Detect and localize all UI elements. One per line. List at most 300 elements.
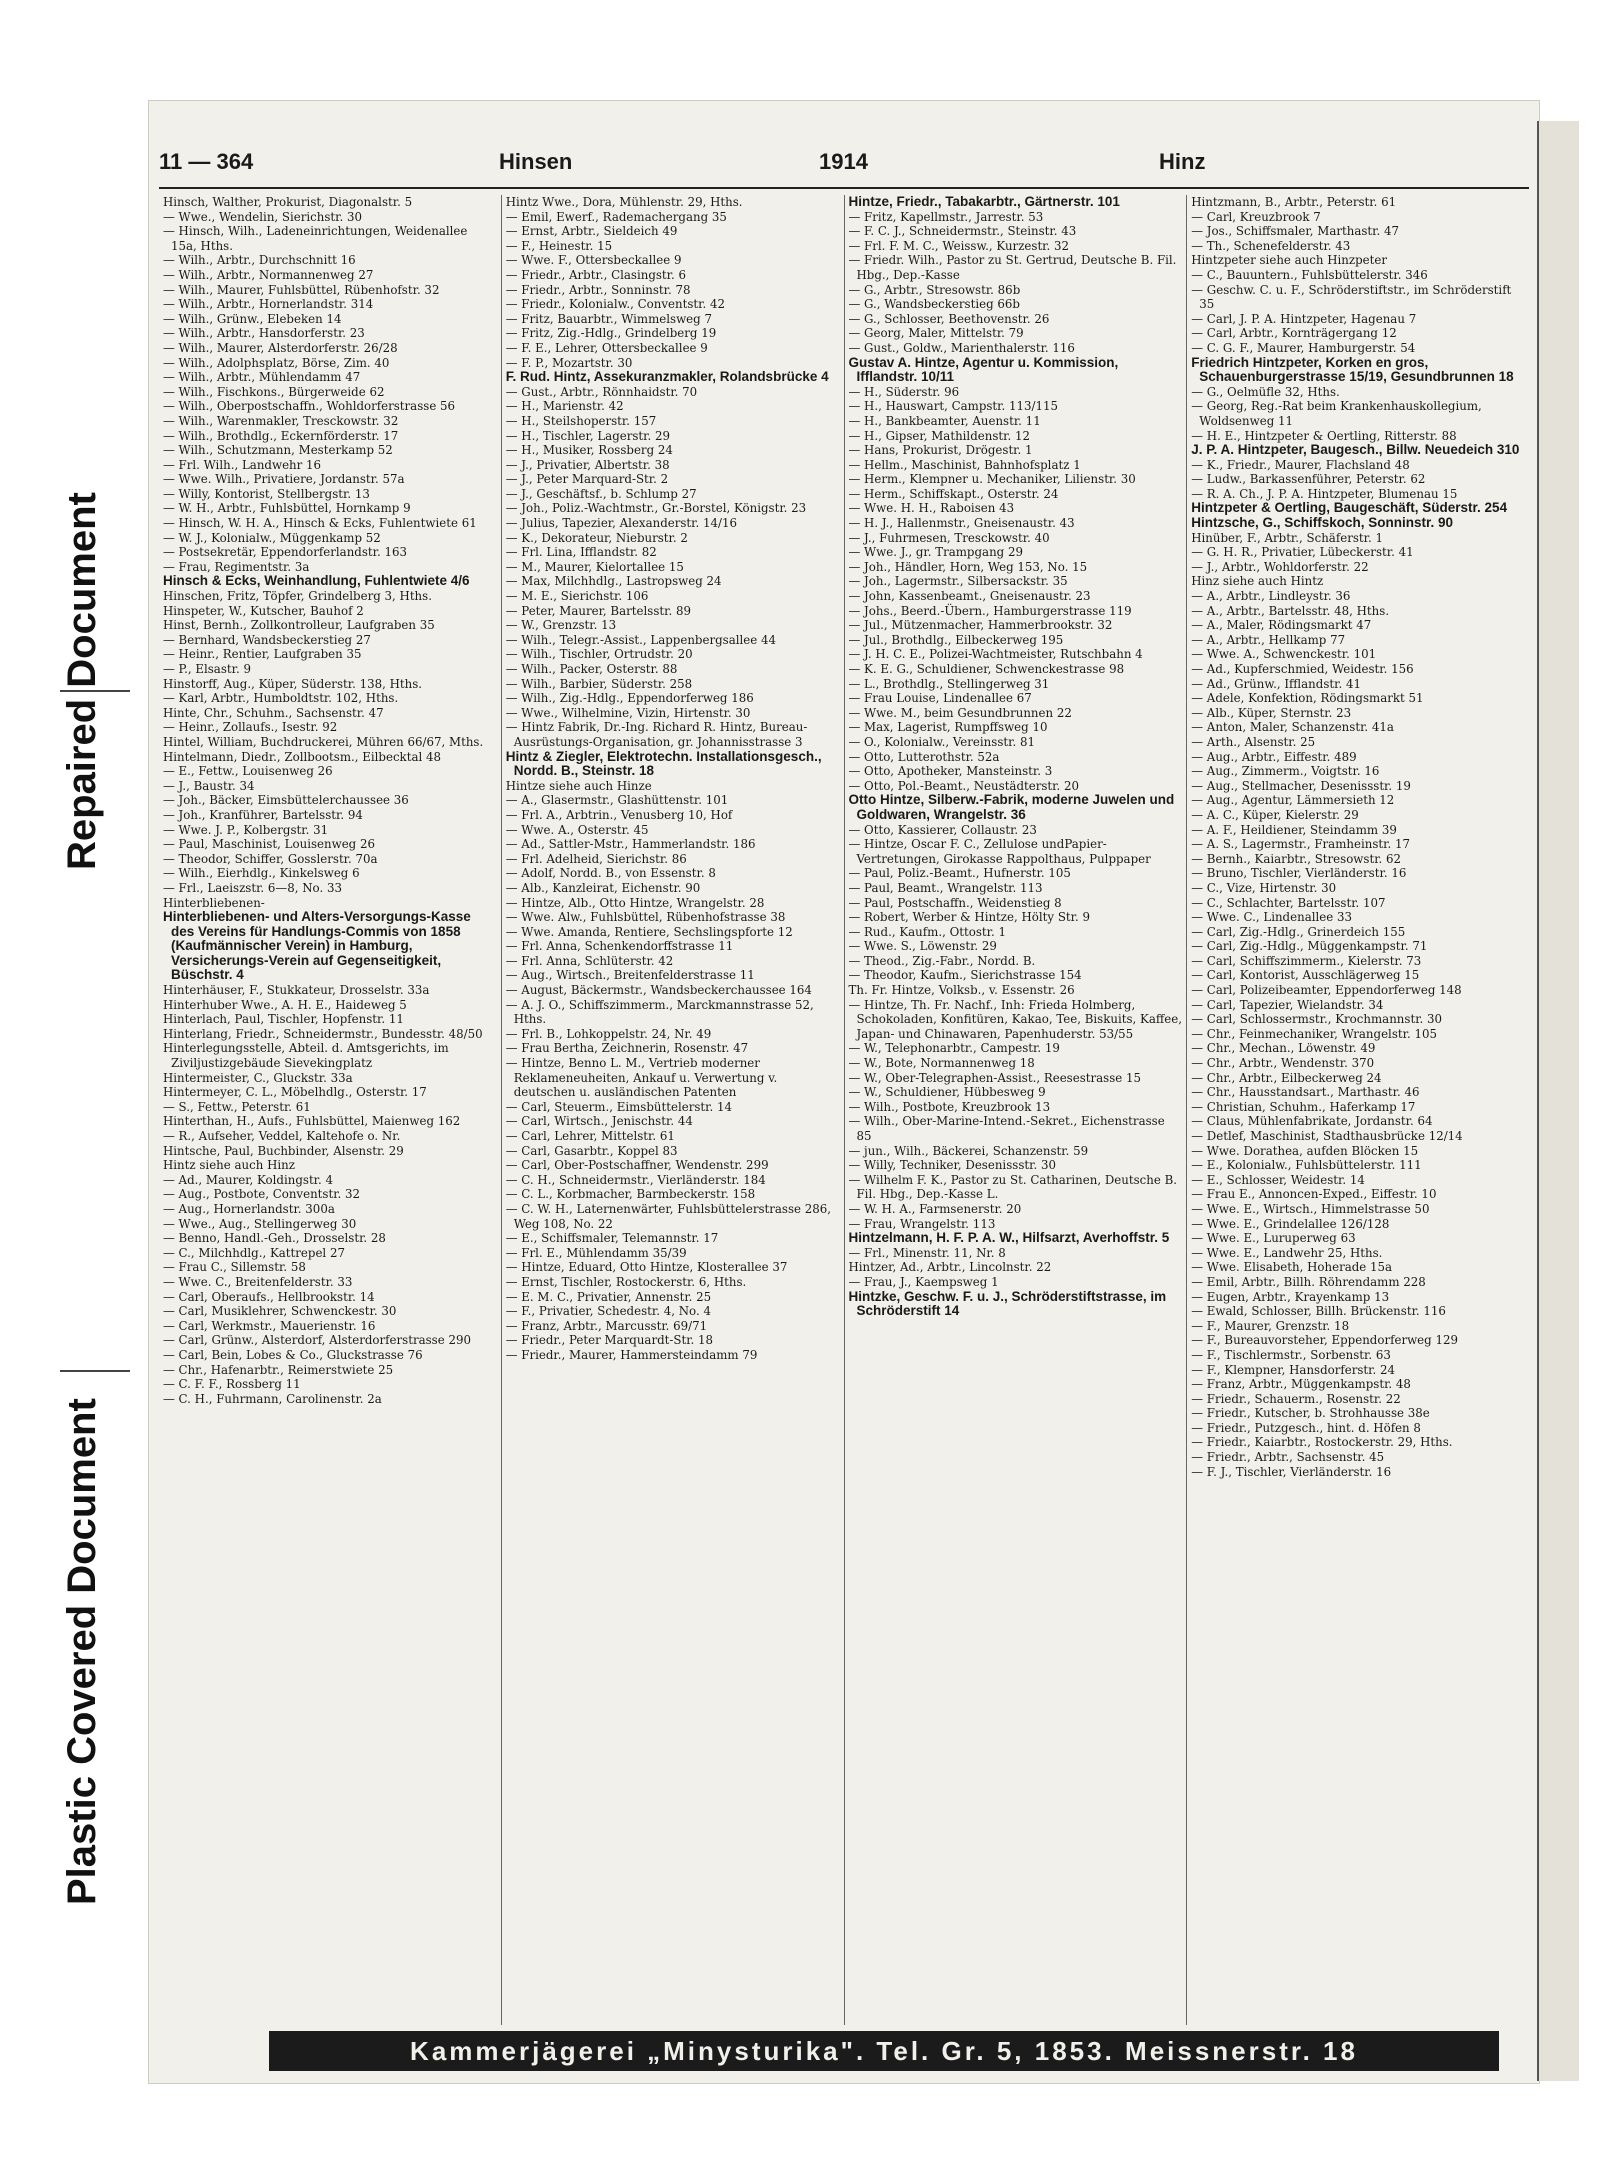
directory-entry: — Gust., Arbtr., Rönnhaidstr. 70 [505, 384, 698, 399]
directory-entry: — Georg, Reg.-Rat beim Krankenhauskollegium, Woldsenweg 11 [1191, 399, 1482, 428]
directory-entry: — Frl. Wilh., Landwehr 16 [163, 457, 322, 472]
directory-entry: — Wilh., Eierhdlg., Kinkelsweg 6 [163, 866, 360, 881]
directory-entry: — Wwe. F., Ottersbeckallee 9 [505, 253, 682, 268]
repaired-document-label: Repaired Document [60, 492, 104, 870]
directory-entry: — Joh., Poliz.-Wachtmstr., Gr.-Borstel, Königstr. 23 [505, 501, 807, 516]
directory-entry: — A. F., Heildiener, Steindamm 39 [1191, 822, 1397, 837]
directory-entry: Hinst, Bernh., Zollkontrolleur, Laufgraben 35 [163, 618, 435, 633]
directory-entry: — Carl, Zig.-Hdlg., Müggenkampstr. 71 [1191, 939, 1428, 954]
directory-column-1 [159, 195, 502, 2025]
directory-entry: — Carl, Musiklehrer, Schwenckestr. 30 [163, 1304, 397, 1319]
directory-entry: Hintelmann, Diedr., Zollbootsm., Eilbecktal 48 [163, 749, 442, 764]
directory-entry: — Otto, Lutterothstr. 52a [848, 749, 1000, 764]
directory-entry: — Carl, Steuerm., Eimsbüttelerstr. 14 [505, 1099, 733, 1114]
directory-entry: — Friedr., Arbtr., Clasingstr. 6 [505, 267, 687, 282]
directory-entry: — Carl, Lehrer, Mittelstr. 61 [505, 1129, 675, 1143]
directory-entry: Hintz Wwe., Dora, Mühlenstr. 29, Hths. [505, 195, 743, 209]
directory-entry: — E., Schlosser, Weidestr. 14 [1191, 1172, 1365, 1187]
directory-entry: — Gust., Goldw., Marienthalerstr. 116 [848, 340, 1075, 355]
directory-entry: Hintze siehe auch Hinze [505, 778, 652, 793]
directory-entry: — Hinsch, Wilh., Ladeneinrichtungen, Weidenallee 15a, Hths. [163, 224, 468, 253]
directory-entry: — Joh., Kranführer, Bartelsstr. 94 [163, 807, 363, 822]
directory-entry: — W. H. A., Farmsenerstr. 20 [848, 1201, 1022, 1216]
directory-entry: — Wwe. C., Lindenallee 33 [1191, 910, 1352, 925]
directory-entry: — G., Oelmüfle 32, Hths. [1191, 384, 1340, 399]
directory-entry: Friedrich Hintzpeter, Korken en gros, Schauenburgerstrasse 15/19, Gesundbrunnen 18 [1191, 354, 1514, 385]
directory-entry: — Friedr., Arbtr., Sonninstr. 78 [505, 282, 691, 297]
directory-entry: — Wilh., Brothdlg., Eckernförderstr. 17 [163, 428, 399, 443]
directory-entry: — Chr., Mechan., Löwenstr. 49 [1191, 1041, 1376, 1056]
directory-entry: — Emil, Ewerf., Rademachergang 35 [505, 209, 727, 224]
directory-entry: — Arth., Alsenstr. 25 [1191, 734, 1316, 749]
directory-entry: — Frl. F. M. C., Weissw., Kurzestr. 32 [848, 238, 1070, 253]
directory-entry: — Theodor, Kaufm., Sierichstrasse 154 [848, 968, 1082, 983]
directory-entry: Hinz siehe auch Hintz [1191, 574, 1324, 589]
directory-entry: — Hintze, Eduard, Otto Hintze, Klosterallee 37 [505, 1260, 788, 1275]
directory-entry: — Wwe., Wilhelmine, Vizin, Hirtenstr. 30 [505, 705, 751, 720]
directory-entry: — Wwe., Wendelin, Sierichstr. 30 [163, 209, 363, 224]
directory-entry: — A., Maler, Rödingsmarkt 47 [1191, 618, 1372, 633]
directory-entry: — Geschw. C. u. F., Schröderstiftstr., im Schröderstift 35 [1191, 282, 1512, 312]
directory-entry: — C., Milchhdlg., Kattrepel 27 [163, 1245, 345, 1260]
header-year: 1914 [819, 149, 868, 174]
directory-entry: — Friedr., Maurer, Hammersteindamm 79 [505, 1347, 758, 1362]
directory-entry: — Frau Louise, Lindenallee 67 [848, 691, 1032, 706]
directory-entry: — Paul, Beamt., Wrangelstr. 113 [848, 880, 1043, 895]
directory-entry: — Wilh., Arbtr., Durchschnitt 16 [163, 253, 356, 268]
directory-entry: — Heinr., Zollaufs., Isestr. 92 [163, 720, 338, 735]
directory-entry: — Wilh., Warenmakler, Tresckowstr. 32 [163, 413, 399, 428]
directory-entry: Hinschen, Fritz, Töpfer, Grindelberg 3, Hths. [163, 589, 432, 604]
directory-entry: Hinstorff, Aug., Küper, Süderstr. 138, Hths. [163, 676, 423, 691]
directory-entry: — Frau E., Annoncen-Exped., Eiffestr. 10 [1191, 1187, 1437, 1202]
directory-entry: — Willy, Techniker, Desenissstr. 30 [848, 1158, 1056, 1173]
directory-entry: — Jul., Mützenmacher, Hammerbrookstr. 32 [848, 618, 1113, 633]
directory-entry: — Joh., Bäcker, Eimsbüttelerchaussee 36 [163, 793, 409, 808]
directory-entry: — Ewald, Schlosser, Billh. Brückenstr. 116 [1191, 1304, 1446, 1319]
directory-entry: — Aug., Zimmerm., Voigtstr. 16 [1191, 764, 1380, 779]
directory-entry: — Adolf, Nordd. B., von Essenstr. 8 [505, 866, 716, 881]
directory-entry: — Bruno, Tischler, Vierländerstr. 16 [1191, 866, 1407, 881]
directory-entry: — Wwe. H. H., Raboisen 43 [848, 501, 1015, 516]
directory-entry: — F. C. J., Schneidermstr., Steinstr. 43 [848, 224, 1077, 239]
directory-entry: — Emil, Arbtr., Billh. Röhrendamm 228 [1191, 1274, 1426, 1289]
directory-entry: — Wilh., Telegr.-Assist., Lappenbergsallee 44 [505, 632, 777, 647]
directory-entry: — Ernst, Arbtr., Sieldeich 49 [505, 224, 678, 239]
directory-entry: — Chr., Arbtr., Wendenstr. 370 [1191, 1056, 1375, 1071]
directory-entry: Hintermeister, C., Gluckstr. 33a [163, 1070, 353, 1085]
directory-entry: — K., Friedr., Maurer, Flachsland 48 [1191, 457, 1410, 472]
directory-entry: — Carl, Gasarbtr., Koppel 83 [505, 1143, 678, 1158]
directory-entry: — Eugen, Arbtr., Krayenkamp 13 [1191, 1289, 1390, 1304]
directory-entry: — Wwe. M., beim Gesundbrunnen 22 [848, 705, 1072, 720]
directory-entry: Hintzpeter siehe auch Hinzpeter [1191, 253, 1387, 268]
directory-entry: — Georg, Maler, Mittelstr. 79 [848, 326, 1024, 341]
directory-entry: — Hintze, Benno L. M., Vertrieb moderner Reklameneuheiten, Ankauf u. Verwertung v. deutschen u. ausländischen Patenten [505, 1056, 778, 1100]
directory-entry: — H., Süderstr. 96 [848, 384, 960, 399]
directory-entry: — Carl, Schiffszimmerm., Kielerstr. 73 [1191, 953, 1422, 968]
directory-entry: — H., Bankbeamter, Auenstr. 11 [848, 413, 1041, 428]
directory-entry: J. P. A. Hintzpeter, Baugesch., Billw. Neuedeich 310 [1191, 442, 1520, 458]
directory-entry: — Fritz, Kapellmstr., Jarrestr. 53 [848, 209, 1044, 224]
directory-entry: — R., Aufseher, Veddel, Kaltehofe o. Nr. [163, 1129, 401, 1143]
directory-entry: — Theodor, Schiffer, Gosslerstr. 70a [163, 851, 378, 866]
directory-entry: — Paul, Poliz.-Beamt., Hufnerstr. 105 [848, 866, 1071, 881]
directory-entry: — Wwe., Aug., Stellingerweg 30 [163, 1216, 357, 1231]
directory-entry: — Aug., Agentur, Lämmersieth 12 [1191, 793, 1395, 808]
directory-entry: Hintz siehe auch Hinz [163, 1158, 295, 1173]
directory-entry: — Theod., Zig.-Fabr., Nordd. B. [848, 953, 1036, 968]
directory-entry: — Willy, Kontorist, Stellbergstr. 13 [163, 486, 370, 501]
directory-entry: Hinspeter, W., Kutscher, Bauhof 2 [163, 603, 364, 618]
directory-entry: — Wwe. E., Grindelallee 126/128 [1191, 1216, 1390, 1231]
directory-entry: — Karl, Arbtr., Humboldtstr. 102, Hths. [163, 691, 399, 706]
directory-entry: — Wwe. C., Breitenfelderstr. 33 [163, 1274, 353, 1289]
directory-entry: — Chr., Arbtr., Eilbeckerweg 24 [1191, 1070, 1382, 1085]
directory-entry: — A., Arbtr., Hellkamp 77 [1191, 632, 1346, 647]
directory-entry: — Friedr., Arbtr., Sachsenstr. 45 [1191, 1450, 1385, 1465]
directory-entry: — Alb., Kanzleirat, Eichenstr. 90 [505, 880, 701, 895]
directory-entry: Hintzpeter & Oertling, Baugeschäft, Süderstr. 254 [1191, 500, 1508, 516]
directory-entry: — Carl, Schlossermstr., Krochmannstr. 30 [1191, 1012, 1443, 1027]
directory-entry: — Carl, Zig.-Hdlg., Grinerdeich 155 [1191, 924, 1406, 939]
directory-entry: — Paul, Postschaffn., Weidenstieg 8 [848, 895, 1062, 910]
directory-entry: — E., Kolonialw., Fuhlsbüttelerstr. 111 [1191, 1158, 1422, 1173]
directory-entry: — Wilh., Barbier, Süderstr. 258 [505, 676, 693, 691]
directory-entry: — Wilh., Ober-Marine-Intend.-Sekret., Eichenstrasse 85 [848, 1114, 1165, 1143]
directory-entry: — E., Fettw., Louisenweg 26 [163, 764, 333, 779]
directory-entry: — Carl, J. P. A. Hintzpeter, Hagenau 7 [1191, 311, 1417, 326]
directory-entry: — Robert, Werber & Hintze, Hölty Str. 9 [848, 910, 1090, 925]
directory-entry: — Friedr., Putzgesch., hint. d. Höfen 8 [1191, 1420, 1421, 1435]
directory-entry: Hinterhuber Wwe., A. H. E., Haideweg 5 [163, 997, 407, 1012]
directory-entry: — Fritz, Zig.-Hdlg., Grindelberg 19 [505, 326, 717, 341]
directory-entry: — jun., Wilh., Bäckerei, Schanzenstr. 59 [848, 1143, 1089, 1158]
directory-entry: — John, Kassenbeamt., Gneisenaustr. 23 [848, 589, 1091, 604]
directory-entry: Hinterlegungsstelle, Abteil. d. Amtsgerichts, im Ziviljustizgebäude Sievekingplatz [163, 1041, 449, 1071]
directory-entry: — G., Wandsbeckerstieg 66b [848, 297, 1020, 312]
directory-entry: — F., Klempner, Hansdorferstr. 24 [1191, 1362, 1396, 1377]
directory-entry: — Friedr. Wilh., Pastor zu St. Gertrud, Deutsche B. Fil. Hbg., Dep.-Kasse [848, 253, 1177, 282]
directory-entry: — C. H., Fuhrmann, Carolinenstr. 2a [163, 1391, 382, 1406]
directory-entry: — Otto, Apotheker, Mansteinstr. 3 [848, 764, 1053, 779]
directory-entry: — H., Tischler, Lagerstr. 29 [505, 428, 671, 443]
directory-entry: — Herm., Schiffskapt., Osterstr. 24 [848, 486, 1059, 501]
directory-entry: — Frl. E., Mühlendamm 35/39 [505, 1245, 687, 1260]
directory-entry: — Hinsch, W. H. A., Hinsch & Ecks, Fuhlentwiete 61 [163, 516, 477, 531]
directory-entry: — Wilh., Maurer, Alsterdorferstr. 26/28 [163, 340, 398, 355]
directory-entry: — L., Brothdlg., Stellingerweg 31 [848, 676, 1050, 691]
directory-entry: — Carl, Oberaufs., Hellbrookstr. 14 [163, 1289, 375, 1304]
directory-entry: Hinterbliebenen- [163, 895, 265, 910]
directory-entry: — Carl, Werkmstr., Mauerienstr. 16 [163, 1318, 376, 1333]
directory-entry: — Wilh., Arbtr., Mühlendamm 47 [163, 370, 361, 385]
directory-entry: — Anton, Maler, Schanzenstr. 41a [1191, 720, 1394, 735]
directory-entry: — Wwe. E., Wirtsch., Himmelstrasse 50 [1191, 1201, 1430, 1216]
directory-entry: — Frl., Laeiszstr. 6—8, No. 33 [163, 880, 342, 895]
directory-entry: — H. J., Hallenmstr., Gneisenaustr. 43 [848, 516, 1075, 531]
directory-entry: — C., Vize, Hirtenstr. 30 [1191, 880, 1337, 895]
page-header [159, 149, 1529, 185]
directory-entry: — P., Elsastr. 9 [163, 662, 251, 676]
directory-entry: — Aug., Arbtr., Eiffestr. 489 [1191, 749, 1357, 764]
directory-entry: — Wwe. Amanda, Rentiere, Sechslingspforte 12 [505, 924, 793, 939]
directory-entry: — Hintze, Alb., Otto Hintze, Wrangelstr. 28 [505, 895, 765, 910]
directory-entry: — Chr., Hafenarbtr., Reimerstwiete 25 [163, 1362, 394, 1377]
directory-entry: — C. L., Korbmacher, Barmbeckerstr. 158 [505, 1187, 756, 1202]
directory-entry: — W., Ober-Telegraphen-Assist., Reesestrasse 15 [848, 1070, 1142, 1085]
directory-column-3 [845, 195, 1188, 2025]
directory-entry: — Wwe. S., Löwenstr. 29 [848, 939, 997, 954]
directory-entry: — Wwe. J., gr. Trampgang 29 [848, 545, 1023, 560]
directory-entry: — C. H., Schneidermstr., Vierländerstr. 184 [505, 1172, 766, 1187]
directory-entry: — Frl. B., Lohkoppelstr. 24, Nr. 49 [505, 1026, 712, 1041]
directory-entry: — Frau C., Sillemstr. 58 [163, 1260, 306, 1275]
directory-entry: Hinterhäuser, F., Stukkateur, Drosselstr. 33a [163, 983, 430, 998]
directory-entry: Hintzelmann, H. F. P. A. W., Hilfsarzt, Averhoffstr. 5 [848, 1230, 1170, 1246]
directory-entry: — E., Schiffsmaler, Telemannstr. 17 [505, 1231, 719, 1246]
next-page-edge [1537, 121, 1579, 2081]
directory-entry: — G., Schlosser, Beethovenstr. 26 [848, 311, 1050, 326]
directory-entry: — W., Bote, Normannenweg 18 [848, 1056, 1035, 1071]
directory-entry: — Johs., Beerd.-Übern., Hamburgerstrasse 119 [848, 603, 1132, 618]
directory-entry: — Carl, Ober-Postschaffner, Wendenstr. 299 [505, 1158, 769, 1173]
directory-entry: — C. G. F., Maurer, Hamburgerstr. 54 [1191, 340, 1416, 355]
directory-entry: — Max, Milchhdlg., Lastropsweg 24 [505, 574, 722, 589]
directory-entry: — W., Schuldiener, Hübbesweg 9 [848, 1085, 1046, 1100]
directory-entry: — Wwe. E., Landwehr 25, Hths. [1191, 1245, 1383, 1260]
directory-entry: — Carl, Arbtr., Kornträgergang 12 [1191, 326, 1397, 341]
directory-entry: — A., Arbtr., Lindleystr. 36 [1191, 589, 1351, 604]
directory-entry: Hintzer, Ad., Arbtr., Lincolnstr. 22 [848, 1260, 1052, 1275]
directory-entry: — Franz, Arbtr., Müggenkampstr. 48 [1191, 1377, 1411, 1392]
directory-entry: Hinsch, Walther, Prokurist, Diagonalstr. 5 [163, 195, 413, 209]
directory-entry: — H. E., Hintzpeter & Oertling, Ritterstr. 88 [1191, 428, 1457, 443]
directory-entry: — Joh., Lagermstr., Silbersackstr. 35 [848, 574, 1068, 589]
directory-entry: — F. J., Tischler, Vierländerstr. 16 [1191, 1464, 1392, 1479]
directory-entry: Otto Hintze, Silberw.-Fabrik, moderne Juwelen und Goldwaren, Wrangelstr. 36 [848, 792, 1175, 822]
directory-entry: — Friedr., Schauerm., Rosenstr. 22 [1191, 1391, 1401, 1406]
directory-entry: — Jul., Brothdlg., Eilbeckerweg 195 [848, 632, 1064, 647]
directory-entry: — Wwe. Elisabeth, Hoherade 15a [1191, 1260, 1393, 1275]
directory-entry: — Wwe. A., Schwenckestr. 101 [1191, 647, 1377, 662]
directory-entry: — W. J., Kolonialw., Müggenkamp 52 [163, 530, 381, 545]
directory-entry: — H., Marienstr. 42 [505, 399, 624, 414]
directory-entry: — Ernst, Tischler, Rostockerstr. 6, Hths. [505, 1274, 747, 1289]
label-divider-middle [60, 1370, 130, 1372]
directory-entry: — A., Glasermstr., Glashüttenstr. 101 [505, 793, 729, 808]
directory-entry: — H., Steilshoperstr. 157 [505, 413, 657, 428]
directory-entry: — Ad., Maurer, Koldingstr. 4 [163, 1172, 334, 1187]
directory-entry: — Wilh., Grünw., Elebeken 14 [163, 311, 342, 326]
directory-entry: — Frl. Anna, Schlüterstr. 42 [505, 953, 674, 968]
directory-entry: — K., Dekorateur, Nieburstr. 2 [505, 530, 688, 545]
directory-entry: — Wilh., Zig.-Hdlg., Eppendorferweg 186 [505, 691, 754, 706]
directory-entry: — J. H. C. E., Polizei-Wachtmeister, Rutschbahn 4 [848, 647, 1143, 662]
directory-entry: — G., Arbtr., Stresowstr. 86b [848, 282, 1021, 297]
directory-entry: — Benno, Handl.-Geh., Drosselstr. 28 [163, 1231, 386, 1246]
directory-entry: — Wilh., Arbtr., Hansdorferstr. 23 [163, 326, 365, 341]
directory-entry: — Hintz Fabrik, Dr.-Ing. Richard R. Hintz, Bureau-Ausrüstungs-Organisation, gr. Johannisstrasse 3 [505, 720, 808, 749]
directory-entry: — Peter, Maurer, Bartelsstr. 89 [505, 603, 691, 618]
directory-entry: — A. J. O., Schiffszimmerm., Marckmannstrasse 52, Hths. [505, 997, 814, 1027]
directory-entry: Hinterlang, Friedr., Schneidermstr., Bundesstr. 48/50 [163, 1026, 483, 1041]
directory-entry: — Frl. Adelheid, Sierichstr. 86 [505, 851, 687, 866]
directory-entry: Hinterthan, H., Aufs., Fuhlsbüttel, Maienweg 162 [163, 1114, 461, 1129]
directory-entry: — Frl., Minenstr. 11, Nr. 8 [848, 1245, 1006, 1260]
directory-entry: — Wilh., Tischler, Ortrudstr. 20 [505, 647, 693, 662]
directory-entry: — S., Fettw., Peterstr. 61 [163, 1099, 311, 1114]
directory-entry: — Frl. Lina, Ifflandstr. 82 [505, 545, 657, 560]
directory-entry: — Wilh., Fischkons., Bürgerweide 62 [163, 384, 385, 399]
directory-entry: — Frau, Wrangelstr. 113 [848, 1216, 996, 1231]
directory-entry: — Wwe. A., Osterstr. 45 [505, 822, 649, 837]
directory-entry: — Detlef, Maschinist, Stadthausbrücke 12/14 [1191, 1129, 1463, 1143]
directory-entry: — F. P., Mozartstr. 30 [505, 355, 633, 370]
directory-entry: — Frau, J., Kaempsweg 1 [848, 1274, 999, 1289]
directory-entry: Hinüber, F., Arbtr., Schäferstr. 1 [1191, 530, 1383, 545]
directory-entry: — Claus, Mühlenfabrikate, Jordanstr. 64 [1191, 1114, 1433, 1129]
directory-entry: — C., Bauuntern., Fuhlsbüttelerstr. 346 [1191, 267, 1428, 282]
directory-entry: — Carl, Grünw., Alsterdorf, Alsterdorferstrasse 290 [163, 1333, 471, 1348]
directory-entry: — Wilh., Maurer, Fuhlsbüttel, Rübenhofstr. 32 [163, 282, 440, 297]
directory-entry: — Julius, Tapezier, Alexanderstr. 14/16 [505, 516, 738, 531]
directory-entry: — A. S., Lagermstr., Framheinstr. 17 [1191, 837, 1410, 852]
directory-entry: — Wwe. E., Luruperweg 63 [1191, 1231, 1356, 1246]
directory-entry: — Bernhard, Wandsbeckerstieg 27 [163, 632, 371, 647]
directory-entry: Hintsche, Paul, Buchbinder, Alsenstr. 29 [163, 1143, 404, 1158]
directory-entry: — Otto, Kassierer, Collaustr. 23 [848, 822, 1037, 837]
directory-entry: — Wwe. Alw., Fuhlsbüttel, Rübenhofstrasse 38 [505, 910, 786, 925]
directory-entry: Hintzmann, B., Arbtr., Peterstr. 61 [1191, 195, 1397, 209]
directory-entry: Th. Fr. Hintze, Volksb., v. Essenstr. 26 [848, 983, 1075, 998]
scanned-directory-page [148, 100, 1540, 2084]
directory-entry: — W., Telephonarbtr., Campestr. 19 [848, 1041, 1060, 1056]
directory-entry: — F. E., Lehrer, Ottersbeckallee 9 [505, 340, 708, 355]
directory-entry: F. Rud. Hintz, Assekuranzmakler, Rolandsbrücke 4 [505, 369, 829, 385]
directory-entry: — W., Grenzstr. 13 [505, 618, 617, 633]
directory-entry: — O., Kolonialw., Vereinsstr. 81 [848, 734, 1035, 749]
directory-entry: Hintel, William, Buchdruckerei, Mühren 66/67, Mths. [163, 734, 484, 749]
directory-entry: — Jos., Schiffsmaler, Marthastr. 47 [1191, 224, 1400, 239]
directory-entry: Gustav A. Hintze, Agentur u. Kommission, Ifflandstr. 10/11 [848, 354, 1119, 385]
directory-entry: — Carl, Polizeibeamter, Eppendorferweg 148 [1191, 983, 1462, 998]
page-number: 11 — 364 [159, 149, 254, 174]
directory-entry: Hinsch & Ecks, Weinhandlung, Fuhlentwiete 4/6 [163, 573, 470, 589]
directory-entry: — F., Privatier, Schedestr. 4, No. 4 [505, 1304, 711, 1319]
directory-entry: — Postsekretär, Eppendorferlandstr. 163 [163, 545, 408, 560]
directory-entry: — Herm., Klempner u. Mechaniker, Lilienstr. 30 [848, 472, 1136, 487]
directory-entry: — Aug., Postbote, Conventstr. 32 [163, 1187, 361, 1202]
advertisement-banner: Kammerjägerei „Minysturika". Tel. Gr. 5, 1853. Meissnerstr. 18 [269, 2031, 1499, 2071]
directory-entry: — Ad., Sattler-Mstr., Hammerlandstr. 186 [505, 837, 756, 852]
directory-entry: — Hans, Prokurist, Drögestr. 1 [848, 443, 1033, 458]
header-left-word: Hinsen [499, 149, 573, 174]
directory-entry: — Ludw., Barkassenführer, Peterstr. 62 [1191, 472, 1426, 487]
directory-entry: Hinte, Chr., Schuhm., Sachsenstr. 47 [163, 705, 384, 720]
directory-entry: — A., Arbtr., Bartelsstr. 48, Hths. [1191, 603, 1390, 618]
directory-entry: — Wilh., Adolphsplatz, Börse, Zim. 40 [163, 355, 390, 370]
directory-entry: — H., Hauswart, Campstr. 113/115 [848, 399, 1059, 414]
directory-entry: — Carl, Tapezier, Wielandstr. 34 [1191, 997, 1384, 1012]
directory-entry: — J., Fuhrmesen, Tresckowstr. 40 [848, 530, 1050, 545]
directory-columns [159, 195, 1529, 2025]
directory-entry: — August, Bäckermstr., Wandsbeckerchaussee 164 [505, 983, 812, 998]
directory-entry: — K. E. G., Schuldiener, Schwenckestrasse 98 [848, 662, 1125, 676]
directory-entry: — Friedr., Kolonialw., Conventstr. 42 [505, 297, 725, 312]
directory-entry: — Chr., Feinmechaniker, Wrangelstr. 105 [1191, 1026, 1437, 1041]
directory-entry: — Bernh., Kaiarbtr., Stresowstr. 62 [1191, 851, 1402, 866]
directory-entry: — Alb., Küper, Sternstr. 23 [1191, 705, 1352, 720]
directory-entry: — Friedr., Kutscher, b. Strohhausse 38e [1191, 1406, 1430, 1421]
directory-entry: — Frau, Regimentstr. 3a [163, 559, 310, 574]
directory-entry: — Th., Schenefelderstr. 43 [1191, 238, 1351, 253]
header-right-word: Hinz [1159, 149, 1206, 174]
directory-entry: — F., Heinestr. 15 [505, 238, 613, 253]
directory-entry: — C., Schlachter, Bartelsstr. 107 [1191, 895, 1386, 910]
directory-entry: Hintzke, Geschw. F. u. J., Schröderstiftstrasse, im Schröderstift 14 [848, 1288, 1167, 1319]
directory-column-4 [1187, 195, 1529, 2025]
directory-entry: — Otto, Pol.-Beamt., Neustädterstr. 20 [848, 778, 1080, 793]
directory-entry: — Joh., Händler, Horn, Weg 153, No. 15 [848, 559, 1088, 574]
directory-entry: — Carl, Kontorist, Ausschlägerweg 15 [1191, 968, 1420, 983]
directory-entry: — J., Baustr. 34 [163, 778, 255, 793]
directory-entry: — Wilh., Postbote, Kreuzbrook 13 [848, 1099, 1051, 1114]
directory-entry: — J., Arbtr., Wohldorferstr. 22 [1191, 559, 1369, 574]
directory-entry: — Hintze, Th. Fr. Nachf., Inh: Frieda Holmberg, Schokoladen, Konfitüren, Kakao, Tee, Biskuits, Kaffee, Japan- und Chinawaren, Papenhuderstr. 53/55 [848, 997, 1182, 1041]
directory-entry: Hinterbliebenen- und Alters-Versorgungs-Kasse des Vereins für Handlungs-Commis von 1858 (Kaufmännischer Verein) in Hamburg, Versicherungs-Verein auf Gegenseitigkeit, Büschstr. 4 [163, 909, 471, 983]
plastic-covered-document-label: Plastic Covered Document [60, 1398, 104, 1905]
directory-entry: — Aug., Hornerlandstr. 300a [163, 1201, 335, 1216]
directory-entry: — G. H. R., Privatier, Lübeckerstr. 41 [1191, 545, 1414, 560]
directory-entry: — J., Peter Marquard-Str. 2 [505, 472, 669, 487]
directory-entry: — Friedr., Peter Marquardt-Str. 18 [505, 1333, 714, 1348]
directory-entry: — Rud., Kaufm., Ottostr. 1 [848, 924, 1006, 939]
directory-entry: — Frl. A., Arbtrin., Venusberg 10, Hof [505, 807, 733, 822]
directory-entry: — Wwe. Wilh., Privatiere, Jordanstr. 57a [163, 472, 405, 487]
label-divider-top [60, 690, 130, 692]
directory-entry: Hinterlach, Paul, Tischler, Hopfenstr. 11 [163, 1012, 404, 1027]
directory-entry: — A. C., Küper, Kielerstr. 29 [1191, 807, 1359, 822]
directory-entry: Hintze, Friedr., Tabakarbtr., Gärtnerstr. 101 [848, 195, 1120, 209]
directory-entry: — Friedr., Kaiarbtr., Rostockerstr. 29, Hths. [1191, 1435, 1453, 1450]
directory-entry: — Hellm., Maschinist, Bahnhofsplatz 1 [848, 457, 1081, 472]
directory-entry: — Heinr., Rentier, Laufgraben 35 [163, 647, 362, 662]
directory-entry: — E. M. C., Privatier, Annenstr. 25 [505, 1289, 712, 1304]
directory-entry: — J., Privatier, Albertstr. 38 [505, 457, 670, 472]
directory-entry: — M. E., Sierichstr. 106 [505, 589, 649, 604]
directory-entry: — Wwe. J. P., Kolbergstr. 31 [163, 822, 329, 837]
directory-entry: — C. F. F., Rossberg 11 [163, 1377, 301, 1392]
directory-entry: — Adele, Konfektion, Rödingsmarkt 51 [1191, 691, 1424, 706]
directory-entry: — Franz, Arbtr., Marcusstr. 69/71 [505, 1318, 708, 1333]
directory-entry: — F., Bureauvorsteher, Eppendorferweg 129 [1191, 1333, 1458, 1348]
directory-entry: — Hintze, Oscar F. C., Zellulose undPapier-Vertretungen, Girokasse Rappolthaus, Pulppaper [848, 837, 1151, 866]
directory-entry: Hintzsche, G., Schiffskoch, Sonninstr. 90 [1191, 515, 1454, 531]
directory-entry: — Wilh., Schutzmann, Mesterkamp 52 [163, 443, 393, 458]
directory-entry: — Aug., Wirtsch., Breitenfelderstrasse 11 [505, 968, 755, 983]
directory-entry: — Frl. Anna, Schenkendorffstrasse 11 [505, 939, 734, 954]
directory-entry: — Aug., Stellmacher, Desenissstr. 19 [1191, 778, 1411, 793]
directory-entry: — F., Tischlermstr., Sorbenstr. 63 [1191, 1347, 1391, 1362]
header-rule [159, 187, 1529, 189]
directory-entry: — Wilhelm F. K., Pastor zu St. Catharinen, Deutsche B. Fil. Hbg., Dep.-Kasse L. [848, 1172, 1178, 1202]
directory-entry: — Carl, Kreuzbrook 7 [1191, 209, 1321, 224]
directory-entry: — Christian, Schuhm., Haferkamp 17 [1191, 1099, 1416, 1114]
directory-entry: — H., Musiker, Rossberg 24 [505, 443, 673, 458]
directory-entry: — Frau Bertha, Zeichnerin, Rosenstr. 47 [505, 1041, 749, 1056]
directory-entry: — R. A. Ch., J. P. A. Hintzpeter, Blumenau 15 [1191, 486, 1458, 501]
